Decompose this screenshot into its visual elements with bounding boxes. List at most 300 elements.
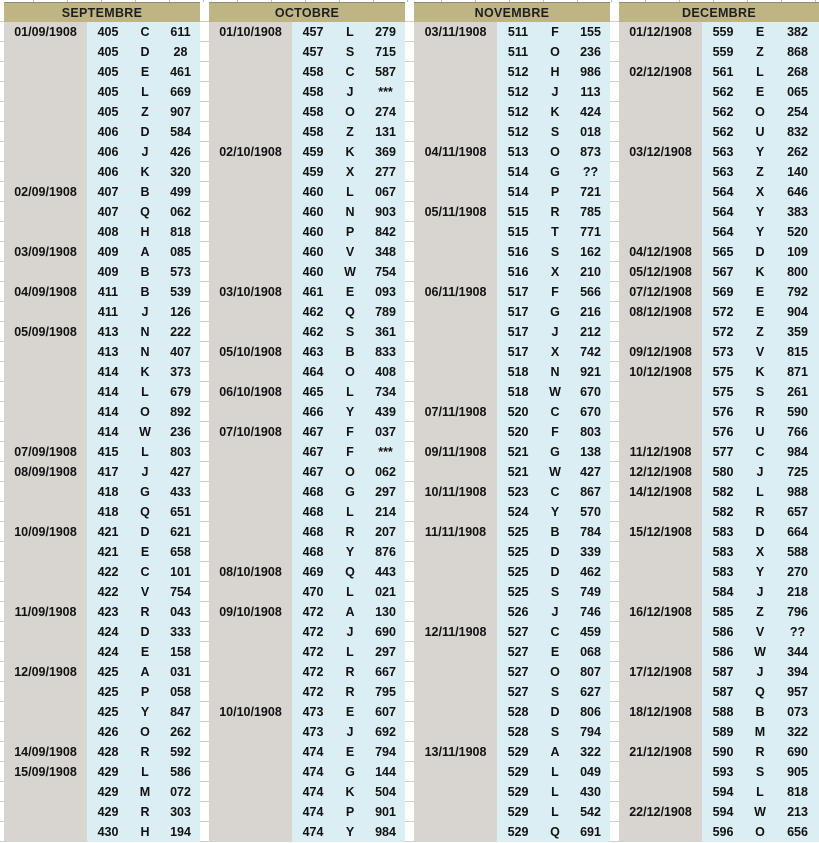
code-cell[interactable]: 433 (161, 482, 200, 502)
date-cell[interactable] (4, 782, 87, 802)
date-cell[interactable]: 09/12/1908 (619, 342, 702, 362)
date-cell[interactable]: 07/11/1908 (414, 402, 497, 422)
code-cell[interactable]: 715 (366, 42, 405, 62)
letter-cell[interactable]: H (539, 62, 571, 82)
code-cell[interactable]: 194 (161, 822, 200, 842)
code-cell[interactable]: 361 (366, 322, 405, 342)
letter-cell[interactable]: P (129, 682, 161, 702)
code-cell[interactable]: 274 (366, 102, 405, 122)
date-cell[interactable] (414, 222, 497, 242)
number-cell[interactable]: 594 (702, 782, 744, 802)
date-cell[interactable]: 01/10/1908 (209, 22, 292, 42)
number-cell[interactable]: 466 (292, 402, 334, 422)
code-cell[interactable]: 986 (571, 62, 610, 82)
date-cell[interactable]: 10/12/1908 (619, 362, 702, 382)
number-cell[interactable]: 460 (292, 202, 334, 222)
letter-cell[interactable]: D (539, 702, 571, 722)
date-cell[interactable] (414, 362, 497, 382)
number-cell[interactable]: 405 (87, 102, 129, 122)
code-cell[interactable]: 344 (776, 642, 819, 662)
code-cell[interactable]: 818 (161, 222, 200, 242)
code-cell[interactable]: 670 (571, 382, 610, 402)
letter-cell[interactable]: G (129, 482, 161, 502)
letter-cell[interactable]: G (334, 482, 366, 502)
number-cell[interactable]: 414 (87, 402, 129, 422)
number-cell[interactable]: 468 (292, 522, 334, 542)
date-cell[interactable] (209, 442, 292, 462)
code-cell[interactable]: 794 (571, 722, 610, 742)
letter-cell[interactable]: F (539, 282, 571, 302)
date-cell[interactable] (619, 502, 702, 522)
number-cell[interactable]: 407 (87, 202, 129, 222)
number-cell[interactable]: 528 (497, 702, 539, 722)
number-cell[interactable]: 516 (497, 242, 539, 262)
number-cell[interactable]: 425 (87, 682, 129, 702)
date-cell[interactable] (4, 562, 87, 582)
number-cell[interactable]: 563 (702, 162, 744, 182)
number-cell[interactable]: 525 (497, 522, 539, 542)
letter-cell[interactable]: D (129, 42, 161, 62)
code-cell[interactable]: 621 (161, 522, 200, 542)
letter-cell[interactable]: A (129, 662, 161, 682)
letter-cell[interactable]: E (129, 542, 161, 562)
letter-cell[interactable]: C (744, 442, 776, 462)
date-cell[interactable] (619, 642, 702, 662)
letter-cell[interactable]: J (539, 322, 571, 342)
number-cell[interactable]: 572 (702, 322, 744, 342)
number-cell[interactable]: 564 (702, 222, 744, 242)
letter-cell[interactable]: N (539, 362, 571, 382)
letter-cell[interactable]: C (539, 482, 571, 502)
date-cell[interactable] (619, 782, 702, 802)
number-cell[interactable]: 527 (497, 622, 539, 642)
letter-cell[interactable]: B (129, 182, 161, 202)
letter-cell[interactable]: E (334, 742, 366, 762)
number-cell[interactable]: 460 (292, 262, 334, 282)
date-cell[interactable]: 10/11/1908 (414, 482, 497, 502)
date-cell[interactable] (209, 262, 292, 282)
number-cell[interactable]: 467 (292, 442, 334, 462)
month-header-cell[interactable]: SEPTEMBRE (4, 2, 200, 22)
number-cell[interactable]: 472 (292, 662, 334, 682)
number-cell[interactable]: 564 (702, 202, 744, 222)
letter-cell[interactable]: P (334, 802, 366, 822)
number-cell[interactable]: 465 (292, 382, 334, 402)
number-cell[interactable]: 529 (497, 742, 539, 762)
letter-cell[interactable]: Y (744, 142, 776, 162)
date-cell[interactable] (209, 222, 292, 242)
number-cell[interactable]: 474 (292, 782, 334, 802)
number-cell[interactable]: 458 (292, 82, 334, 102)
code-cell[interactable]: ?? (571, 162, 610, 182)
date-cell[interactable] (4, 302, 87, 322)
code-cell[interactable]: 162 (571, 242, 610, 262)
number-cell[interactable]: 562 (702, 102, 744, 122)
date-cell[interactable] (619, 102, 702, 122)
code-cell[interactable]: 590 (776, 402, 819, 422)
date-cell[interactable]: 03/12/1908 (619, 142, 702, 162)
letter-cell[interactable]: F (334, 442, 366, 462)
number-cell[interactable]: 562 (702, 122, 744, 142)
letter-cell[interactable]: O (744, 102, 776, 122)
number-cell[interactable]: 474 (292, 822, 334, 842)
date-cell[interactable] (414, 462, 497, 482)
letter-cell[interactable]: E (744, 282, 776, 302)
number-cell[interactable]: 430 (87, 822, 129, 842)
letter-cell[interactable]: L (334, 502, 366, 522)
number-cell[interactable]: 593 (702, 762, 744, 782)
date-cell[interactable] (4, 142, 87, 162)
letter-cell[interactable]: S (539, 722, 571, 742)
code-cell[interactable]: 058 (161, 682, 200, 702)
letter-cell[interactable]: L (129, 382, 161, 402)
code-cell[interactable]: 212 (571, 322, 610, 342)
number-cell[interactable]: 583 (702, 562, 744, 582)
code-cell[interactable]: 607 (366, 702, 405, 722)
code-cell[interactable]: 333 (161, 622, 200, 642)
number-cell[interactable]: 517 (497, 342, 539, 362)
date-cell[interactable] (619, 202, 702, 222)
code-cell[interactable]: 586 (161, 762, 200, 782)
letter-cell[interactable]: S (744, 762, 776, 782)
letter-cell[interactable]: R (744, 402, 776, 422)
number-cell[interactable]: 575 (702, 382, 744, 402)
code-cell[interactable]: 592 (161, 742, 200, 762)
number-cell[interactable]: 525 (497, 562, 539, 582)
code-cell[interactable]: 322 (776, 722, 819, 742)
letter-cell[interactable]: L (334, 382, 366, 402)
letter-cell[interactable]: O (334, 102, 366, 122)
date-cell[interactable] (414, 262, 497, 282)
code-cell[interactable]: 795 (366, 682, 405, 702)
date-cell[interactable]: 22/12/1908 (619, 802, 702, 822)
code-cell[interactable]: 520 (776, 222, 819, 242)
date-cell[interactable] (619, 722, 702, 742)
date-cell[interactable] (414, 642, 497, 662)
code-cell[interactable]: 459 (571, 622, 610, 642)
code-cell[interactable]: 646 (776, 182, 819, 202)
code-cell[interactable]: 725 (776, 462, 819, 482)
letter-cell[interactable]: D (744, 522, 776, 542)
code-cell[interactable]: *** (366, 442, 405, 462)
number-cell[interactable]: 414 (87, 382, 129, 402)
code-cell[interactable]: 690 (776, 742, 819, 762)
date-cell[interactable]: 15/09/1908 (4, 762, 87, 782)
code-cell[interactable]: 692 (366, 722, 405, 742)
letter-cell[interactable]: C (539, 402, 571, 422)
code-cell[interactable]: 664 (776, 522, 819, 542)
code-cell[interactable]: 297 (366, 482, 405, 502)
date-cell[interactable] (4, 702, 87, 722)
letter-cell[interactable]: P (334, 222, 366, 242)
date-cell[interactable]: 12/09/1908 (4, 662, 87, 682)
date-cell[interactable] (414, 602, 497, 622)
date-cell[interactable] (414, 182, 497, 202)
code-cell[interactable]: 658 (161, 542, 200, 562)
code-cell[interactable]: 734 (366, 382, 405, 402)
letter-cell[interactable]: E (744, 22, 776, 42)
number-cell[interactable]: 467 (292, 422, 334, 442)
code-cell[interactable]: 670 (571, 402, 610, 422)
number-cell[interactable]: 582 (702, 502, 744, 522)
code-cell[interactable]: 427 (571, 462, 610, 482)
date-cell[interactable] (4, 822, 87, 842)
number-cell[interactable]: 422 (87, 562, 129, 582)
letter-cell[interactable]: W (334, 262, 366, 282)
date-cell[interactable]: 02/09/1908 (4, 182, 87, 202)
number-cell[interactable]: 405 (87, 42, 129, 62)
letter-cell[interactable]: J (334, 82, 366, 102)
date-cell[interactable] (414, 542, 497, 562)
date-cell[interactable]: 04/09/1908 (4, 282, 87, 302)
date-cell[interactable] (4, 262, 87, 282)
code-cell[interactable]: 262 (776, 142, 819, 162)
code-cell[interactable]: 021 (366, 582, 405, 602)
code-cell[interactable]: 627 (571, 682, 610, 702)
letter-cell[interactable]: S (744, 382, 776, 402)
number-cell[interactable]: 512 (497, 102, 539, 122)
number-cell[interactable]: 414 (87, 362, 129, 382)
letter-cell[interactable]: B (129, 262, 161, 282)
number-cell[interactable]: 472 (292, 642, 334, 662)
number-cell[interactable]: 409 (87, 242, 129, 262)
date-cell[interactable] (414, 802, 497, 822)
letter-cell[interactable]: L (129, 82, 161, 102)
code-cell[interactable]: 876 (366, 542, 405, 562)
code-cell[interactable]: 771 (571, 222, 610, 242)
letter-cell[interactable]: R (539, 202, 571, 222)
letter-cell[interactable]: A (539, 742, 571, 762)
code-cell[interactable]: 504 (366, 782, 405, 802)
date-cell[interactable] (414, 502, 497, 522)
number-cell[interactable]: 583 (702, 522, 744, 542)
code-cell[interactable]: 426 (161, 142, 200, 162)
number-cell[interactable]: 520 (497, 402, 539, 422)
date-cell[interactable] (209, 622, 292, 642)
code-cell[interactable]: 28 (161, 42, 200, 62)
number-cell[interactable]: 517 (497, 322, 539, 342)
letter-cell[interactable]: J (129, 142, 161, 162)
code-cell[interactable]: 424 (571, 102, 610, 122)
number-cell[interactable]: 423 (87, 602, 129, 622)
code-cell[interactable]: 072 (161, 782, 200, 802)
date-cell[interactable] (414, 422, 497, 442)
letter-cell[interactable]: Q (129, 502, 161, 522)
number-cell[interactable]: 468 (292, 502, 334, 522)
code-cell[interactable]: 049 (571, 762, 610, 782)
number-cell[interactable]: 472 (292, 682, 334, 702)
code-cell[interactable]: 427 (161, 462, 200, 482)
letter-cell[interactable]: G (539, 162, 571, 182)
date-cell[interactable] (619, 322, 702, 342)
code-cell[interactable]: 113 (571, 82, 610, 102)
letter-cell[interactable]: W (129, 422, 161, 442)
letter-cell[interactable]: J (539, 82, 571, 102)
number-cell[interactable]: 515 (497, 222, 539, 242)
date-cell[interactable] (414, 62, 497, 82)
code-cell[interactable]: 988 (776, 482, 819, 502)
letter-cell[interactable]: V (334, 242, 366, 262)
letter-cell[interactable]: Q (334, 562, 366, 582)
letter-cell[interactable]: A (129, 242, 161, 262)
code-cell[interactable]: 656 (776, 822, 819, 842)
number-cell[interactable]: 459 (292, 162, 334, 182)
letter-cell[interactable]: O (334, 462, 366, 482)
code-cell[interactable]: 796 (776, 602, 819, 622)
date-cell[interactable] (209, 462, 292, 482)
number-cell[interactable]: 582 (702, 482, 744, 502)
code-cell[interactable]: 101 (161, 562, 200, 582)
code-cell[interactable]: 155 (571, 22, 610, 42)
number-cell[interactable]: 460 (292, 222, 334, 242)
code-cell[interactable]: 210 (571, 262, 610, 282)
code-cell[interactable]: 901 (366, 802, 405, 822)
code-cell[interactable]: 539 (161, 282, 200, 302)
number-cell[interactable]: 563 (702, 142, 744, 162)
code-cell[interactable]: 236 (161, 422, 200, 442)
code-cell[interactable]: 222 (161, 322, 200, 342)
date-cell[interactable]: 10/10/1908 (209, 702, 292, 722)
code-cell[interactable]: 359 (776, 322, 819, 342)
code-cell[interactable]: 031 (161, 662, 200, 682)
number-cell[interactable]: 512 (497, 122, 539, 142)
letter-cell[interactable]: C (129, 562, 161, 582)
code-cell[interactable]: 904 (776, 302, 819, 322)
number-cell[interactable]: 564 (702, 182, 744, 202)
code-cell[interactable]: 792 (776, 282, 819, 302)
letter-cell[interactable]: X (539, 262, 571, 282)
number-cell[interactable]: 473 (292, 722, 334, 742)
letter-cell[interactable]: L (539, 802, 571, 822)
date-cell[interactable] (4, 342, 87, 362)
number-cell[interactable]: 515 (497, 202, 539, 222)
date-cell[interactable]: 11/09/1908 (4, 602, 87, 622)
code-cell[interactable]: 957 (776, 682, 819, 702)
number-cell[interactable]: 468 (292, 542, 334, 562)
date-cell[interactable] (209, 182, 292, 202)
letter-cell[interactable]: G (539, 302, 571, 322)
letter-cell[interactable]: L (129, 762, 161, 782)
code-cell[interactable]: 807 (571, 662, 610, 682)
code-cell[interactable]: 073 (776, 702, 819, 722)
number-cell[interactable]: 421 (87, 522, 129, 542)
date-cell[interactable] (4, 62, 87, 82)
date-cell[interactable] (619, 762, 702, 782)
date-cell[interactable] (4, 582, 87, 602)
letter-cell[interactable]: F (334, 422, 366, 442)
number-cell[interactable]: 511 (497, 22, 539, 42)
code-cell[interactable]: 984 (366, 822, 405, 842)
number-cell[interactable]: 567 (702, 262, 744, 282)
date-cell[interactable] (414, 342, 497, 362)
date-cell[interactable] (4, 102, 87, 122)
date-cell[interactable] (619, 822, 702, 842)
code-cell[interactable]: 126 (161, 302, 200, 322)
code-cell[interactable]: 679 (161, 382, 200, 402)
number-cell[interactable]: 418 (87, 502, 129, 522)
code-cell[interactable]: 803 (161, 442, 200, 462)
letter-cell[interactable]: Q (539, 822, 571, 842)
letter-cell[interactable]: J (334, 622, 366, 642)
number-cell[interactable]: 406 (87, 162, 129, 182)
date-cell[interactable]: 06/10/1908 (209, 382, 292, 402)
letter-cell[interactable]: R (744, 742, 776, 762)
code-cell[interactable]: 109 (776, 242, 819, 262)
number-cell[interactable]: 469 (292, 562, 334, 582)
code-cell[interactable]: ?? (776, 622, 819, 642)
code-cell[interactable]: 766 (776, 422, 819, 442)
date-cell[interactable] (4, 162, 87, 182)
letter-cell[interactable]: Z (744, 162, 776, 182)
code-cell[interactable]: 690 (366, 622, 405, 642)
number-cell[interactable]: 521 (497, 462, 539, 482)
number-cell[interactable]: 426 (87, 722, 129, 742)
letter-cell[interactable]: L (744, 782, 776, 802)
code-cell[interactable]: 261 (776, 382, 819, 402)
code-cell[interactable]: 584 (161, 122, 200, 142)
date-cell[interactable] (414, 702, 497, 722)
code-cell[interactable]: 871 (776, 362, 819, 382)
number-cell[interactable]: 472 (292, 622, 334, 642)
number-cell[interactable]: 468 (292, 482, 334, 502)
number-cell[interactable]: 517 (497, 282, 539, 302)
date-cell[interactable] (4, 402, 87, 422)
code-cell[interactable]: 138 (571, 442, 610, 462)
date-cell[interactable]: 10/09/1908 (4, 522, 87, 542)
code-cell[interactable]: 462 (571, 562, 610, 582)
letter-cell[interactable]: R (129, 742, 161, 762)
letter-cell[interactable]: O (539, 142, 571, 162)
code-cell[interactable]: 067 (366, 182, 405, 202)
letter-cell[interactable]: Q (744, 682, 776, 702)
letter-cell[interactable]: C (129, 22, 161, 42)
letter-cell[interactable]: J (129, 302, 161, 322)
date-cell[interactable] (209, 62, 292, 82)
number-cell[interactable]: 425 (87, 702, 129, 722)
date-cell[interactable] (4, 42, 87, 62)
code-cell[interactable]: 279 (366, 22, 405, 42)
code-cell[interactable]: 062 (366, 462, 405, 482)
letter-cell[interactable]: L (744, 482, 776, 502)
date-cell[interactable] (4, 482, 87, 502)
number-cell[interactable]: 405 (87, 82, 129, 102)
number-cell[interactable]: 524 (497, 502, 539, 522)
letter-cell[interactable]: J (539, 602, 571, 622)
letter-cell[interactable]: L (744, 62, 776, 82)
letter-cell[interactable]: Y (539, 502, 571, 522)
code-cell[interactable]: 218 (776, 582, 819, 602)
letter-cell[interactable]: Y (334, 402, 366, 422)
letter-cell[interactable]: Q (334, 302, 366, 322)
date-cell[interactable] (414, 762, 497, 782)
letter-cell[interactable]: V (744, 342, 776, 362)
number-cell[interactable]: 458 (292, 62, 334, 82)
code-cell[interactable]: 903 (366, 202, 405, 222)
number-cell[interactable]: 461 (292, 282, 334, 302)
date-cell[interactable] (619, 582, 702, 602)
letter-cell[interactable]: F (539, 422, 571, 442)
code-cell[interactable]: 130 (366, 602, 405, 622)
letter-cell[interactable]: S (539, 682, 571, 702)
letter-cell[interactable]: K (744, 262, 776, 282)
date-cell[interactable] (4, 422, 87, 442)
letter-cell[interactable]: L (334, 182, 366, 202)
number-cell[interactable]: 527 (497, 642, 539, 662)
number-cell[interactable]: 463 (292, 342, 334, 362)
code-cell[interactable]: 430 (571, 782, 610, 802)
date-cell[interactable] (209, 122, 292, 142)
date-cell[interactable]: 03/11/1908 (414, 22, 497, 42)
